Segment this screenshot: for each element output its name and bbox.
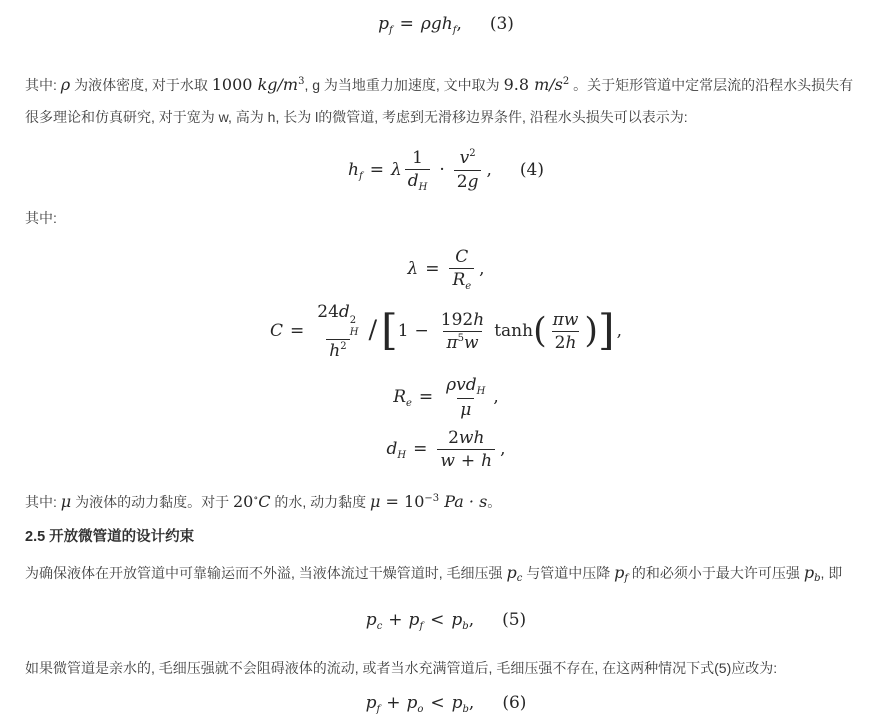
equation-reynolds [25,374,867,421]
math-comma: , [468,693,475,714]
math-gravity-value [504,75,570,94]
math-variable: p [406,693,418,714]
equation-number: (3) [489,14,514,34]
paragraph-density-gravity [25,66,867,133]
text-run: 为液体密度, 对于水取 [70,76,212,93]
label-where: 其中: [25,209,57,226]
math-equals: = [290,320,305,341]
math-equals: = [399,14,414,34]
text-run: , g 为当地重力加速度, 文中取为 [304,76,504,93]
math-comma: , [456,14,462,34]
math-subscript: f [358,170,363,182]
math-variable: p [378,14,389,34]
text-run: 为液体的动力黏度。对于 [71,494,233,511]
math-superscript: 2 [562,75,570,87]
math-comma: , [493,386,499,407]
paragraph-design-constraint [25,562,867,590]
math-pb [804,563,821,582]
equation-4 [25,147,867,194]
math-number: 1000 [211,74,258,94]
math-variable: wh [458,427,485,448]
fraction [314,301,361,362]
math-unit: Pa · s [439,492,488,512]
math-plus: + [460,450,476,471]
math-number: 2 [448,427,459,448]
equation-lambda-row [407,246,484,293]
math-degree: ∘ [253,493,259,505]
fraction-denominator [437,449,495,472]
math-number: 20 [232,492,254,512]
math-subscript: f [419,620,424,632]
math-lambda: λ [407,258,419,279]
math-subscript: f [388,25,393,36]
equation-hydraulic-diameter [25,427,867,472]
math-variable: d [407,170,419,191]
math-superscript: −3 [424,493,440,505]
math-variable: w [440,450,455,471]
math-unit: m/s [534,74,563,94]
equation-number: (4) [519,159,544,180]
fraction-numerator [443,374,488,398]
math-variable: π [446,332,458,353]
math-less-than: < [430,693,445,714]
math-equals: = [418,386,434,407]
left-paren: ( [533,310,547,351]
fraction-numerator: πw [552,309,579,330]
fraction [438,309,487,354]
math-variable: d [338,301,350,322]
fraction-numerator [445,427,487,449]
text-run: , 即 [820,564,843,581]
math-superscript: 5 [457,332,464,344]
math-variable: p [408,609,420,630]
math-rho: ρ [60,74,71,94]
right-paren: ) [584,310,598,351]
math-temperature [233,492,271,511]
math-number: = 10 [380,492,425,512]
math-variable: C [270,320,284,341]
math-variable: h [565,332,577,353]
fraction-denominator [552,331,580,354]
equation-c-row [270,301,622,362]
math-minus: − [414,320,429,341]
math-superscript: 2 [469,148,476,160]
math-number: 9.8 [503,74,535,94]
fraction [443,374,488,421]
math-subscript: o [417,704,424,716]
math-less-than: < [430,609,445,630]
text-run: 其中: [25,76,61,93]
text-run: 。关于矩形管道中定常层流的沿程水头损失有很多理论和仿真研究, 对于宽为 w, 高为 h, 长为 l的微管道, 考虑到无滑移边界条件, 沿程水头损失可以表示为: [25,76,854,125]
math-subscript: f [376,704,381,716]
text-run: 其中: [25,494,61,511]
fraction [454,147,482,192]
math-subscript: H [349,326,359,338]
math-variable: g [467,171,479,192]
math-lambda: λ [390,159,402,180]
math-subscript: c [516,572,523,584]
equation-3 [25,0,867,38]
fraction [405,147,431,194]
math-variable: w [464,332,479,353]
math-number: 24 [317,301,339,322]
math-superscript: 2 [340,340,347,352]
math-pf [614,563,628,582]
fraction-numerator [314,301,361,339]
math-subscript: f [452,25,457,36]
math-variable: ρgh [420,14,453,34]
fraction-numerator: 1 [412,147,423,168]
math-subscript: b [462,704,469,716]
math-subscript: e [406,397,412,409]
text-run: 与管道中压降 [522,564,615,581]
paragraph-hydrophilic: 如果微管道是亲水的, 毛细压强就不会阻碍液体的流动, 或者当水充满管道后, 毛细压强不存在, 在这两种情况下式(5)应改为: [25,660,778,677]
math-subscript: H [397,449,407,461]
math-subscript: f [624,572,629,584]
fraction-denominator [454,170,482,193]
math-mu: μ [60,492,72,512]
text-run: 。 [487,494,502,511]
math-celsius: C [258,492,271,512]
math-variable: h [481,450,493,471]
math-variable: h [473,309,485,330]
left-bracket: [ [381,306,398,356]
math-superscript: 3 [298,75,305,87]
text-run: 为确保液体在开放管道中可靠输运而不外溢, 当液体流过干燥管道时, 毛细压强 [25,564,507,581]
fraction [437,427,495,472]
math-variable: p [451,693,463,714]
math-cdot: · [439,159,445,180]
math-variable: h [329,340,341,361]
math-comma: , [616,320,622,341]
equation-number: (5) [502,609,527,630]
math-variable: ρvd [446,374,477,395]
math-variable: p [614,562,625,582]
equation-reynolds-row [393,374,499,421]
fraction-numerator [438,309,487,331]
math-pc [506,563,522,582]
math-mu: μ [370,492,381,512]
fraction [449,246,474,293]
fraction-denominator [326,339,349,362]
equation-number: (6) [502,693,527,714]
math-plus: + [386,693,401,714]
math-comma: , [479,258,485,279]
equation-lambda [25,246,867,293]
math-comma: , [500,438,506,459]
fraction-denominator [443,331,481,354]
equation-3-row [378,14,514,38]
math-subscript: b [462,620,469,632]
equation-4-row [348,147,544,194]
section-heading: 2.5 开放微管道的设计约束 [25,529,195,546]
equation-c [25,301,867,362]
equation-6-row [366,693,527,717]
math-subscript: c [376,620,383,632]
math-variable: R [452,269,466,290]
math-subscript: e [465,280,472,292]
fraction-numerator: C [455,246,469,267]
math-variable: h [348,159,359,180]
math-slash: / [368,315,378,346]
fraction-denominator [449,268,474,293]
math-number: 2 [554,332,566,353]
text-run: 的水, 动力黏度 [270,494,371,511]
math-viscosity-value [370,492,487,511]
math-subscript: H [476,385,486,397]
math-comma: , [468,609,475,630]
fraction-denominator: μ [457,398,474,421]
equation-5-row [366,610,526,634]
fraction-numerator [457,147,479,169]
fraction [550,309,582,354]
math-variable: p [506,562,517,582]
math-subscript: H [418,181,428,193]
math-subscript: b [814,572,821,584]
text-run: 的和必须小于最大许可压强 [628,564,804,581]
math-plus: + [388,609,403,630]
math-variable: p [451,609,463,630]
equation-5 [25,610,867,634]
math-supsub [350,315,359,339]
math-variable: p [365,693,377,714]
math-density-value [212,75,305,94]
math-number: 1 [397,320,409,341]
math-number: 2 [456,171,468,192]
math-tanh: tanh [494,320,534,341]
equation-6 [25,693,867,717]
math-number: 192 [440,309,474,330]
math-comma: , [486,159,492,180]
math-variable: p [365,609,377,630]
math-superscript: 2 [349,314,357,326]
math-equals: = [425,258,440,279]
math-variable: p [803,562,815,582]
paragraph-viscosity [25,488,867,513]
math-variable: d [386,438,398,459]
equation-hydraulic-diameter-row [386,427,505,472]
right-bracket: ] [598,306,615,356]
fraction-denominator [405,169,431,194]
math-variable: R [393,386,406,407]
math-equals: = [413,438,428,459]
math-variable: v [459,148,470,169]
math-unit: kg/m [257,74,299,94]
math-equals: = [369,159,384,180]
